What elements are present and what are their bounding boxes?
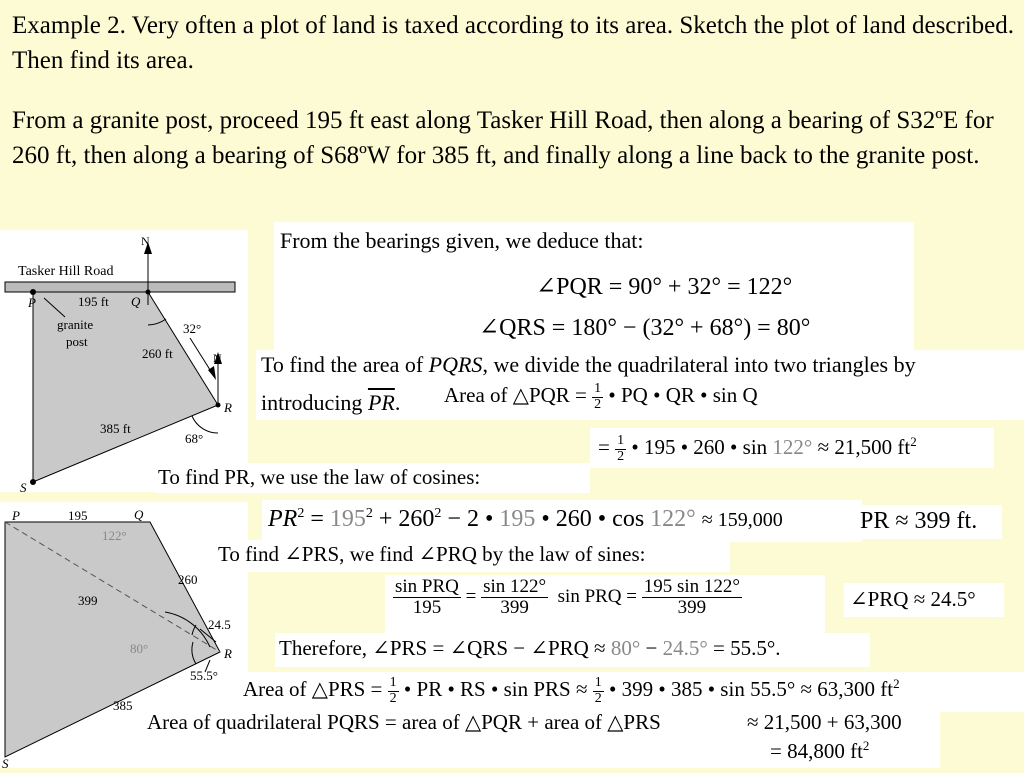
half-den-2: 2 — [617, 448, 625, 464]
pr-overline: $\overline{PR}$ — [367, 390, 395, 415]
granite-label-1: granite — [57, 317, 94, 332]
label-p: P — [28, 295, 36, 310]
label-q2: Q — [134, 507, 144, 522]
therefore-minus: − — [645, 636, 658, 660]
eq-sign-1: = — [598, 435, 610, 459]
area-pqr-formula — [444, 382, 758, 412]
area-prs-expr: • PR • RS • sin PRS — [403, 677, 571, 701]
pr2-195: 195 — [329, 506, 366, 532]
north-label-2: N — [213, 351, 222, 365]
road-label: Tasker Hill Road — [18, 264, 114, 279]
area-pqr-result-panel — [590, 428, 994, 468]
half-den-1: 2 — [594, 396, 602, 412]
half-num-1: 1 — [594, 381, 602, 396]
area-prs-formula — [243, 676, 900, 706]
granite-label-2: post — [66, 334, 88, 349]
label-r: R — [224, 400, 232, 415]
intro-paragraph-2: From a granite post, proceed 195 ft east along Tasker Hill Road, then along a bearing of S32ºE for 260 ft, then along a bearing of S68ºW for 385 ft, and finally along a line back to the granite post. — [12, 107, 994, 169]
angle-80-label: 80° — [130, 641, 149, 656]
area-pqr-approx: ≈ 21,500 ft — [817, 435, 911, 459]
half-den-4: 2 — [594, 690, 602, 706]
area-prs-panel — [240, 672, 1024, 712]
pr2-approx: ≈ 159,000 — [701, 509, 783, 531]
area-pqr-result — [598, 434, 917, 464]
quad-total-line — [770, 738, 869, 764]
point-r — [216, 403, 221, 408]
quad-area-panel — [145, 709, 940, 768]
introducing-period: . — [394, 390, 401, 415]
half-fraction-2 — [615, 434, 626, 464]
sines-intro-panel — [215, 540, 730, 572]
rs-value: 385 — [113, 698, 133, 713]
therefore-245: 24.5° — [662, 636, 708, 660]
qrs-lhs: ∠QRS — [479, 315, 546, 341]
pr2-angle: 122° — [650, 506, 696, 532]
label-r2: R — [224, 646, 232, 661]
prq-result-panel — [844, 583, 1004, 617]
plot-sketch-svg — [0, 230, 248, 492]
sines-equation — [393, 577, 742, 618]
cosines-equation-panel — [262, 500, 862, 542]
label-p2: P — [12, 508, 20, 523]
area-pqr-expr: • PQ • QR • sin Q — [608, 383, 758, 407]
sq-2: 2 — [893, 676, 900, 691]
pr2-plus-260: + 260 — [378, 506, 435, 532]
label-q: Q — [131, 294, 141, 309]
half-num-2: 1 — [617, 433, 625, 448]
den-399: 399 — [500, 596, 529, 618]
therefore-text: Therefore, ∠PRS = ∠QRS − ∠PRQ ≈ — [279, 636, 606, 660]
pr2-eq: = — [310, 506, 330, 532]
half-num-4: 1 — [594, 675, 602, 690]
divide-panel — [256, 350, 1024, 420]
num-sin-prq: sin PRQ — [395, 576, 459, 597]
pr2-minus: − 2 • — [447, 506, 500, 532]
label-s2: S — [2, 756, 9, 768]
cosines-intro: To find PR, we use the law of cosines: — [158, 465, 481, 489]
pqr-rhs: = 90° + 32° = 122° — [608, 274, 793, 300]
divide-sentence — [261, 352, 916, 378]
pr2-sq: 2 — [297, 506, 305, 521]
angle-qrs-equation — [479, 313, 810, 342]
pr2-195-sq: 2 — [365, 506, 373, 521]
num-sin-122: sin 122° — [483, 576, 547, 597]
therefore-result: = 55.5°. — [713, 636, 781, 660]
eq-sign-2: = — [465, 585, 477, 607]
therefore-panel — [275, 633, 870, 667]
angle-555-label: 55.5° — [190, 668, 218, 683]
sin-prq-eq: sin PRQ = — [557, 585, 637, 607]
sines-equation-panel — [385, 575, 825, 633]
prq-approx: ∠PRQ ≈ 24.5° — [850, 587, 976, 611]
qr-value: 260 — [178, 572, 198, 587]
area-pqr-angle: 122° — [772, 435, 813, 459]
pr-result-panel — [856, 505, 1002, 539]
cosines-equation — [268, 506, 783, 533]
introducing-text: introducing — [261, 390, 368, 415]
half-fraction-4 — [593, 676, 604, 706]
deduce-intro: From the bearings given, we deduce that: — [280, 228, 644, 253]
sines-intro: To find ∠PRS, we find ∠PRQ by the law of sines: — [218, 542, 646, 566]
pr2-195b: 195 — [499, 506, 536, 532]
pr-approx: PR ≈ 399 ft. — [860, 508, 978, 534]
cosines-intro-panel — [155, 463, 590, 493]
rs-length: 385 ft — [100, 421, 131, 436]
angle-122-label: 122° — [102, 528, 127, 543]
divide-text-pqrs: PQRS — [428, 352, 483, 377]
frac-sin-122 — [481, 577, 548, 618]
road-strip — [5, 282, 235, 292]
area-prs-label: Area of △PRS = — [243, 677, 383, 701]
point-s — [30, 479, 36, 485]
area-pqr-values: • 195 • 260 • sin — [631, 435, 768, 459]
half-num-3: 1 — [389, 675, 397, 690]
intro-paragraph-1: Example 2. Very often a plot of land is taxed according to its area. Sketch the plot of land described. Then find its area. — [12, 12, 1015, 74]
divide-text-a: To find the area of — [261, 352, 429, 377]
sq-3: 2 — [862, 738, 870, 753]
half-fraction-1 — [592, 382, 603, 412]
pq-length: 195 ft — [78, 294, 109, 309]
angle-32-label: 32° — [183, 321, 202, 336]
frac-195sin — [642, 577, 742, 618]
pq-value: 195 — [68, 508, 88, 523]
pr2-lhs: PR — [268, 506, 298, 532]
area-prs-values: • 399 • 385 • sin 55.5° ≈ 63,300 ft — [609, 677, 894, 701]
area-prs-approx: ≈ — [575, 677, 588, 701]
half-fraction-3 — [388, 676, 399, 706]
qr-length: 260 ft — [142, 346, 173, 361]
half-den-3: 2 — [389, 690, 397, 706]
quad-sum: ≈ 21,500 + 63,300 — [747, 710, 902, 734]
figure-plot-sketch — [0, 230, 248, 492]
pr2-260-sq: 2 — [434, 506, 442, 521]
angle-245-label: 24.5 — [208, 617, 231, 632]
frac-sin-prq — [393, 577, 461, 618]
area-pqr-label: Area of △PQR = — [444, 383, 587, 407]
den-399b: 399 — [677, 596, 707, 618]
pr2-cos: • 260 • cos — [541, 506, 645, 532]
pr-value: 399 — [78, 593, 98, 608]
divide-text-c: , we divide the quadrilateral into two triangles by — [482, 352, 916, 377]
quad-label: Area of quadrilateral PQRS = area of △PQR + area of △PRS — [147, 710, 661, 734]
qrs-rhs: = 180° − (32° + 68°) = 80° — [551, 315, 811, 341]
den-195: 195 — [412, 596, 442, 618]
label-s: S — [20, 480, 27, 492]
bearings-panel — [274, 222, 914, 350]
num-195sin: 195 sin 122° — [643, 576, 741, 597]
angle-68-label: 68° — [185, 431, 204, 446]
introducing-line — [261, 390, 400, 416]
therefore-line — [279, 636, 781, 661]
quad-total: = 84,800 ft — [770, 739, 863, 763]
angle-pqr-equation — [536, 272, 792, 301]
point-q — [146, 290, 151, 295]
pqr-lhs: ∠PQR — [536, 274, 603, 300]
sq-1: 2 — [910, 434, 917, 449]
north-label-1: N — [141, 234, 150, 248]
therefore-80: 80° — [610, 636, 641, 660]
